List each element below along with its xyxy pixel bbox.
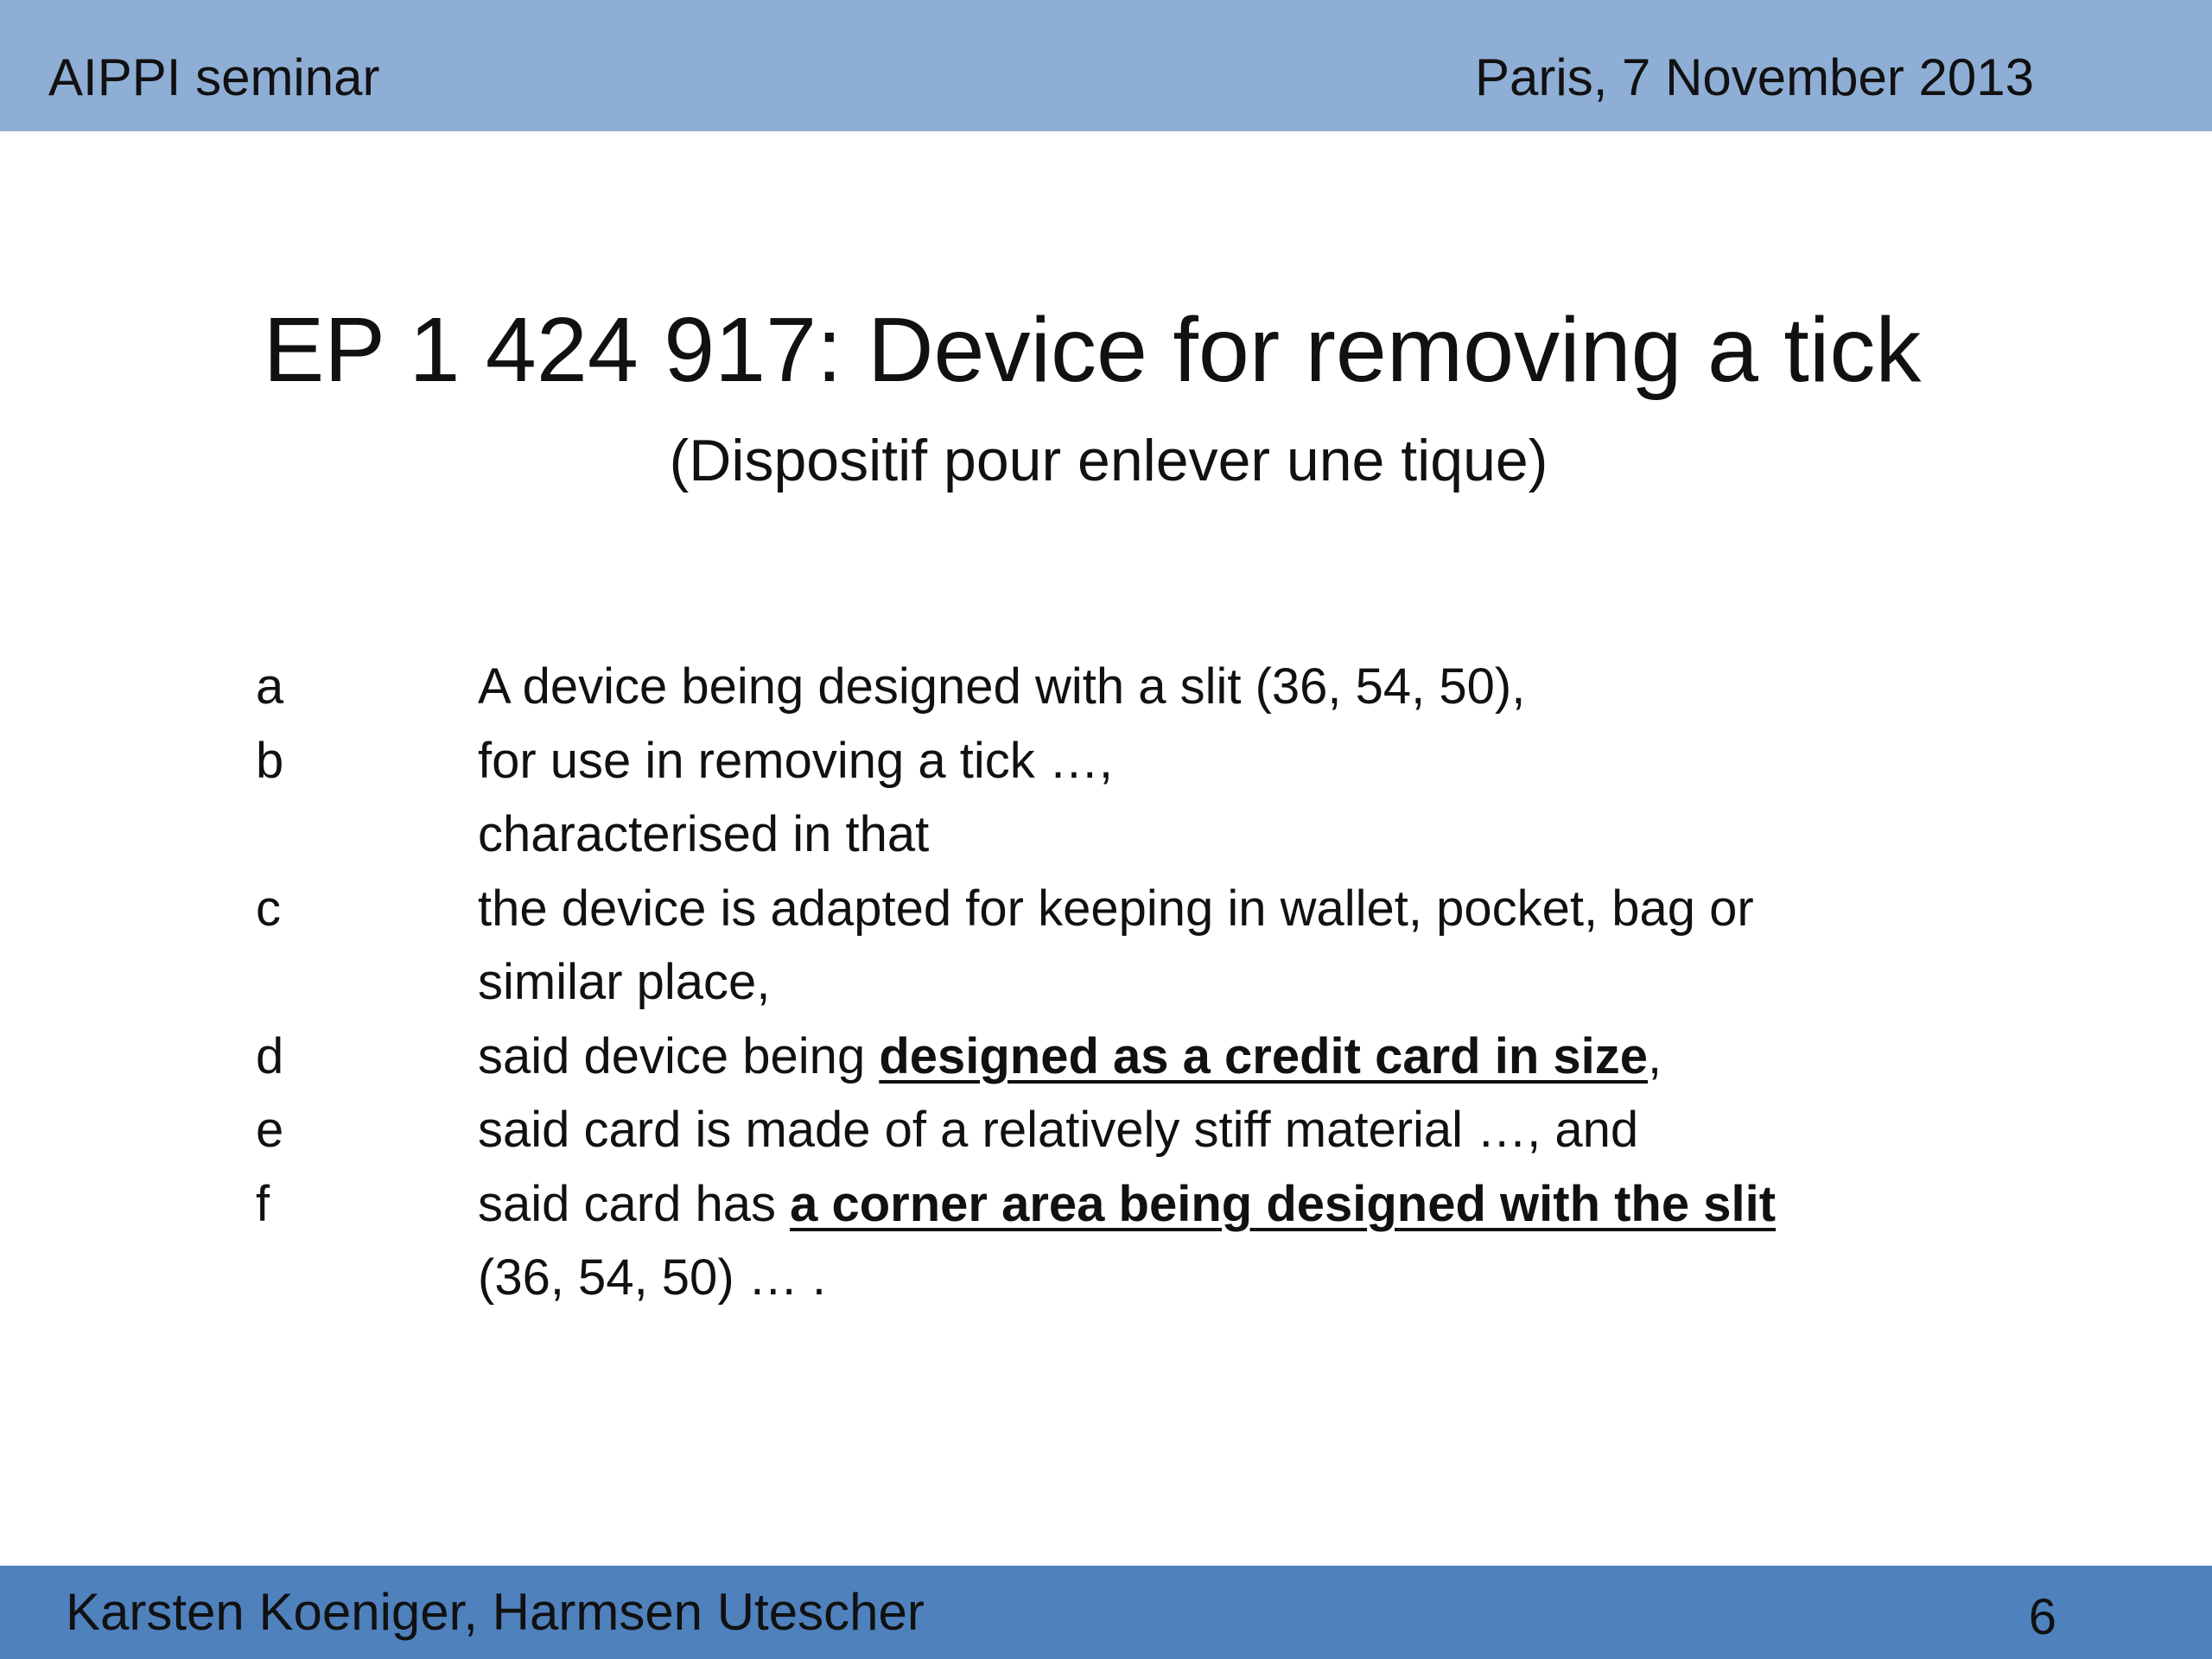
- claim-letter: a: [256, 658, 284, 715]
- claim-row: [0, 724, 2212, 798]
- claim-row: [0, 872, 2212, 946]
- claim-text: said card is made of a relatively stiff material …, and: [478, 1102, 1639, 1158]
- claim-text: A device being designed with a slit (36, 54, 50),: [478, 658, 1526, 715]
- claim-text: for use in removing a tick …,: [478, 732, 1113, 789]
- claim-text-plain: said device being: [478, 1027, 880, 1084]
- claim-letter: b: [256, 732, 284, 789]
- claim-text: characterised in that: [478, 806, 930, 862]
- claim-row: [0, 945, 2212, 1020]
- footer-authors: Karsten Koeniger, Harmsen Utescher: [66, 1583, 925, 1641]
- event-date-location: Paris, 7 November 2013: [1475, 48, 2034, 106]
- claim-text-plain: ,: [1648, 1027, 1662, 1084]
- claim-row: [0, 1093, 2212, 1167]
- claim-text-emphasis: a corner area being designed with the slit: [790, 1175, 1777, 1232]
- claim-row: [0, 1167, 2212, 1242]
- claim-text: [478, 1167, 1776, 1242]
- claim-row: [0, 1020, 2212, 1094]
- page-number: 6: [2028, 1589, 2056, 1645]
- claim-row: [0, 1241, 2212, 1315]
- slide-title: EP 1 424 917: Device for removing a tick: [263, 299, 1922, 401]
- claim-row: [0, 798, 2212, 872]
- claim-text: [478, 1020, 1662, 1094]
- header-band: [0, 0, 2212, 131]
- claim-features-list: [0, 650, 2212, 1315]
- claim-row: [0, 650, 2212, 724]
- claim-text: the device is adapted for keeping in wallet, pocket, bag or: [478, 880, 1754, 937]
- slide-subtitle: (Dispositif pour enlever une tique): [669, 428, 1548, 493]
- claim-text-emphasis: designed as a credit card in size: [879, 1027, 1648, 1084]
- claim-letter: d: [256, 1027, 284, 1084]
- event-name: AIPPI seminar: [48, 48, 380, 106]
- claim-text: (36, 54, 50) … .: [478, 1249, 826, 1306]
- footer-band: [0, 1566, 2212, 1659]
- claim-text-plain: said card has: [478, 1175, 791, 1232]
- claim-letter: e: [256, 1102, 284, 1158]
- claim-text: similar place,: [478, 954, 771, 1010]
- claim-letter: c: [256, 880, 281, 937]
- claim-letter: f: [256, 1175, 270, 1232]
